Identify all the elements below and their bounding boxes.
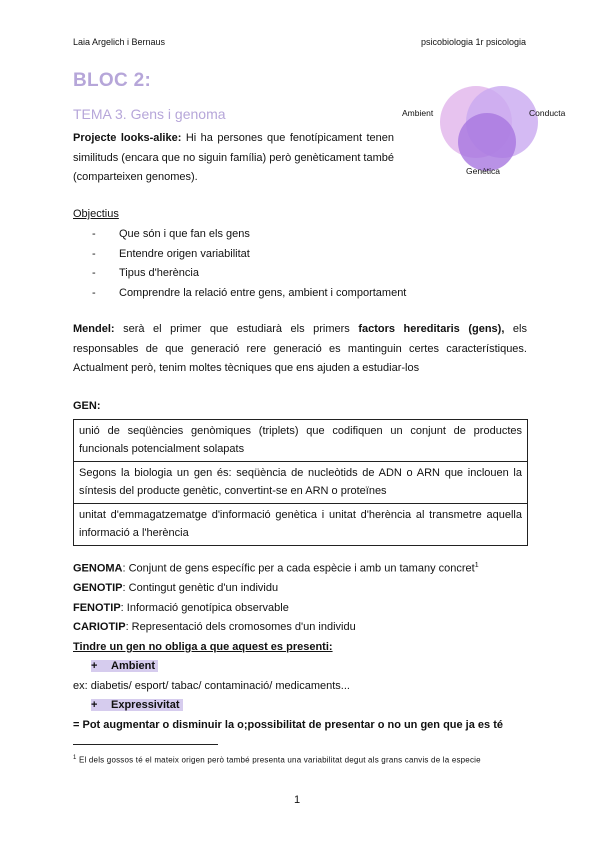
- definitions: [73, 556, 533, 735]
- gen-table: [73, 419, 528, 546]
- def-genotip: GENOTIP: Contingut genètic d'un individu: [73, 582, 279, 595]
- venn-label-ambient: Ambient: [402, 108, 434, 118]
- list-item: - Comprendre la relació entre gens, ambient i comportament: [92, 286, 407, 299]
- objectius-title: Objectius: [73, 208, 119, 220]
- venn-label-genetica: Genètica: [466, 166, 501, 176]
- def-genoma: GENOMA: Conjunt de gens específic per a cada espècie i amb un tamany concret$^1$: [73, 562, 479, 575]
- mendel-paragraph: Mendel: serà el primer que estudiarà els primers factors hereditaris (gens), els responsables de que generació rere generació es mantinguin certes característiques. Actualment però, tenim moltes tècniques que ens ajuden a estudiar-los: [73, 323, 527, 374]
- conclusion-line: = Pot augmentar o disminuir la o;possibilitat de presentar o no un gen que ja es té: [73, 718, 503, 731]
- gen-cell: unitat d'emmagatzematge d'informació genètica i unitat d'herència al transmetre aquella informació a l'herència: [79, 509, 522, 539]
- expressivitat-line: + Expressivitat: [73, 696, 533, 716]
- tema-title: TEMA 3. Gens i genoma: [73, 106, 226, 122]
- intro-paragraph: [73, 129, 394, 188]
- footnote: $^1$ El dels gossos té el mateix origen però també presenta una variabilitat degut als grans canvis de la especie: [73, 755, 481, 765]
- objectius-list: [92, 225, 406, 303]
- list-item: - Entendre origen variabilitat: [92, 247, 250, 260]
- page-number: 1: [294, 794, 301, 806]
- tindre-line: Tindre un gen no obliga a que aquest es presenti:: [73, 640, 333, 653]
- venn-label-conducta: Conducta: [529, 108, 566, 118]
- list-item: - Que són i que fan els gens: [92, 228, 250, 240]
- intro-bold: Projecte looks-alike:: [73, 132, 182, 144]
- gen-label: GEN:: [73, 400, 101, 412]
- bloc-title: BLOC 2:: [73, 70, 152, 91]
- header-author: Laia Argelich i Bernaus: [73, 37, 166, 47]
- example-line: ex: diabetis/ esport/ tabac/ contaminació/ medicaments...: [73, 679, 350, 692]
- gen-cell: Segons la biologia un gen és: seqüència de nucleòtids de ADN o ARN que inclouen la síntesis del producte genètic, convertint-se en ARN o proteïnes: [74, 462, 527, 504]
- venn-diagram: [398, 82, 578, 182]
- list-item: - Tipus d'herència: [92, 267, 199, 279]
- gen-cell: unió de seqüències genòmiques (triplets) que codifiquen un conjunt de productes funcionals potencialment solapats: [74, 420, 527, 462]
- header-subject: psicobiologia 1r psicologia: [421, 37, 527, 47]
- def-fenotip: FENOTIP: Informació genotípica observable: [73, 601, 289, 614]
- def-cariotip: CARIOTIP: Representació dels cromosomes d'un individu: [73, 621, 356, 634]
- venn-circle-genetica: [458, 113, 516, 171]
- footnote-divider: [73, 744, 218, 745]
- intro-text: Hi ha persones que fenotípicament tenen similituds (encara que no siguin família) però genèticament també (comparteixen genomes).: [73, 132, 394, 183]
- ambient-line: + Ambient: [73, 657, 533, 677]
